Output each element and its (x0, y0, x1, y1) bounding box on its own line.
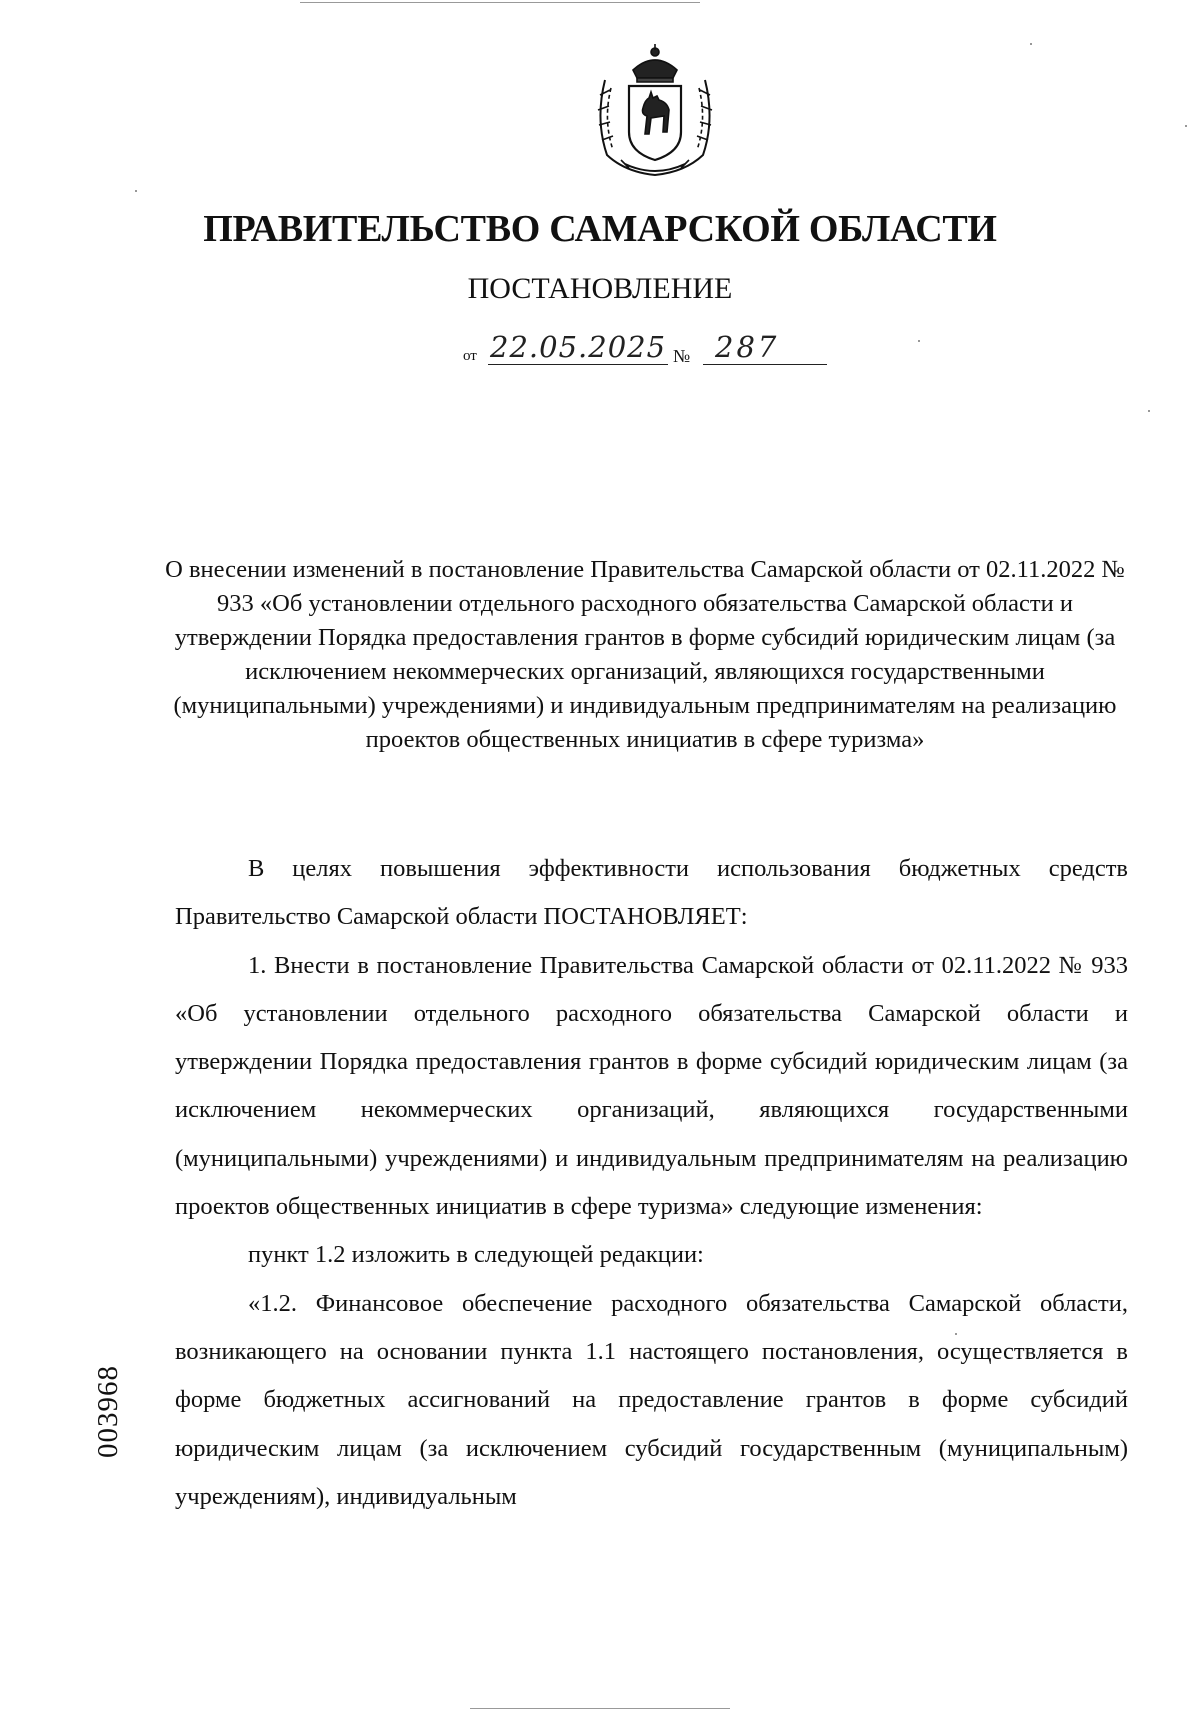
paragraph-amendment-text: «1.2. Финансовое обеспечение расходного обязательства Самарской области, возникающего на основании пункта 1.1 настоящего постановления, осуществляется в форме бюджетных ассигнований на предоставление грантов в форме субсидий юридическим лицам (за исключением субсидий государственным (муниципальным) учреждениям), индивидуальным (175, 1289, 1128, 1510)
document-date: 22.05.2025 (490, 330, 667, 364)
scan-edge-top (300, 2, 700, 3)
paragraph-preamble: В целях повышения эффективности использования бюджетных средств Правительство Самарской области ПОСТАНОВЛЯЕТ: (175, 855, 1128, 931)
scan-speck (1185, 125, 1187, 127)
paragraph-item-1: 1. Внести в постановление Правительства Самарской области от 02.11.2022 № 933 «Об установлении отдельного расходного обязательства Самарской области и утверждении Порядка предоставления грантов в форме субсидий юридическим лицам (за исключением некоммерческих организаций, являющихся государственными (муниципальными) учреждениями) и индивидуальным предпринимателям на реализацию проектов общественных инициатив в сфере туризма» следующие изменения: (175, 951, 1128, 1221)
paragraph-amendment-intro: пункт 1.2 изложить в следующей редакции: (248, 1241, 704, 1269)
document-type: ПОСТАНОВЛЕНИЕ (467, 272, 733, 305)
scan-speck (1030, 43, 1032, 45)
document-body (175, 845, 1128, 1521)
date-prefix: от (463, 348, 477, 364)
number-prefix: № (673, 346, 691, 366)
document-subject: О внесении изменений в постановление Правительства Самарской области от 02.11.2022 № 933 «Об установлении отдельного расходного обязательства Самарской области и утверждении Порядка предоставления грантов в форме субсидий юридическим лицам (за исключением некоммерческих организаций, являющихся государственными (муниципальными) учреждениями) и индивидуальным предпринимателям на реализацию проектов общественных инициатив в сфере туризма» (165, 556, 1125, 753)
government-title: ПРАВИТЕЛЬСТВО САМАРСКОЙ ОБЛАСТИ (203, 208, 997, 250)
scan-speck (1148, 410, 1150, 412)
samara-coat-of-arms-icon (585, 40, 725, 180)
registration-stamp: 003968 (92, 1365, 124, 1458)
date-number-line (463, 330, 863, 370)
scan-speck (918, 340, 920, 342)
scan-speck (135, 190, 137, 192)
document-number: 287 (703, 330, 827, 365)
scan-edge-bottom (470, 1708, 730, 1709)
